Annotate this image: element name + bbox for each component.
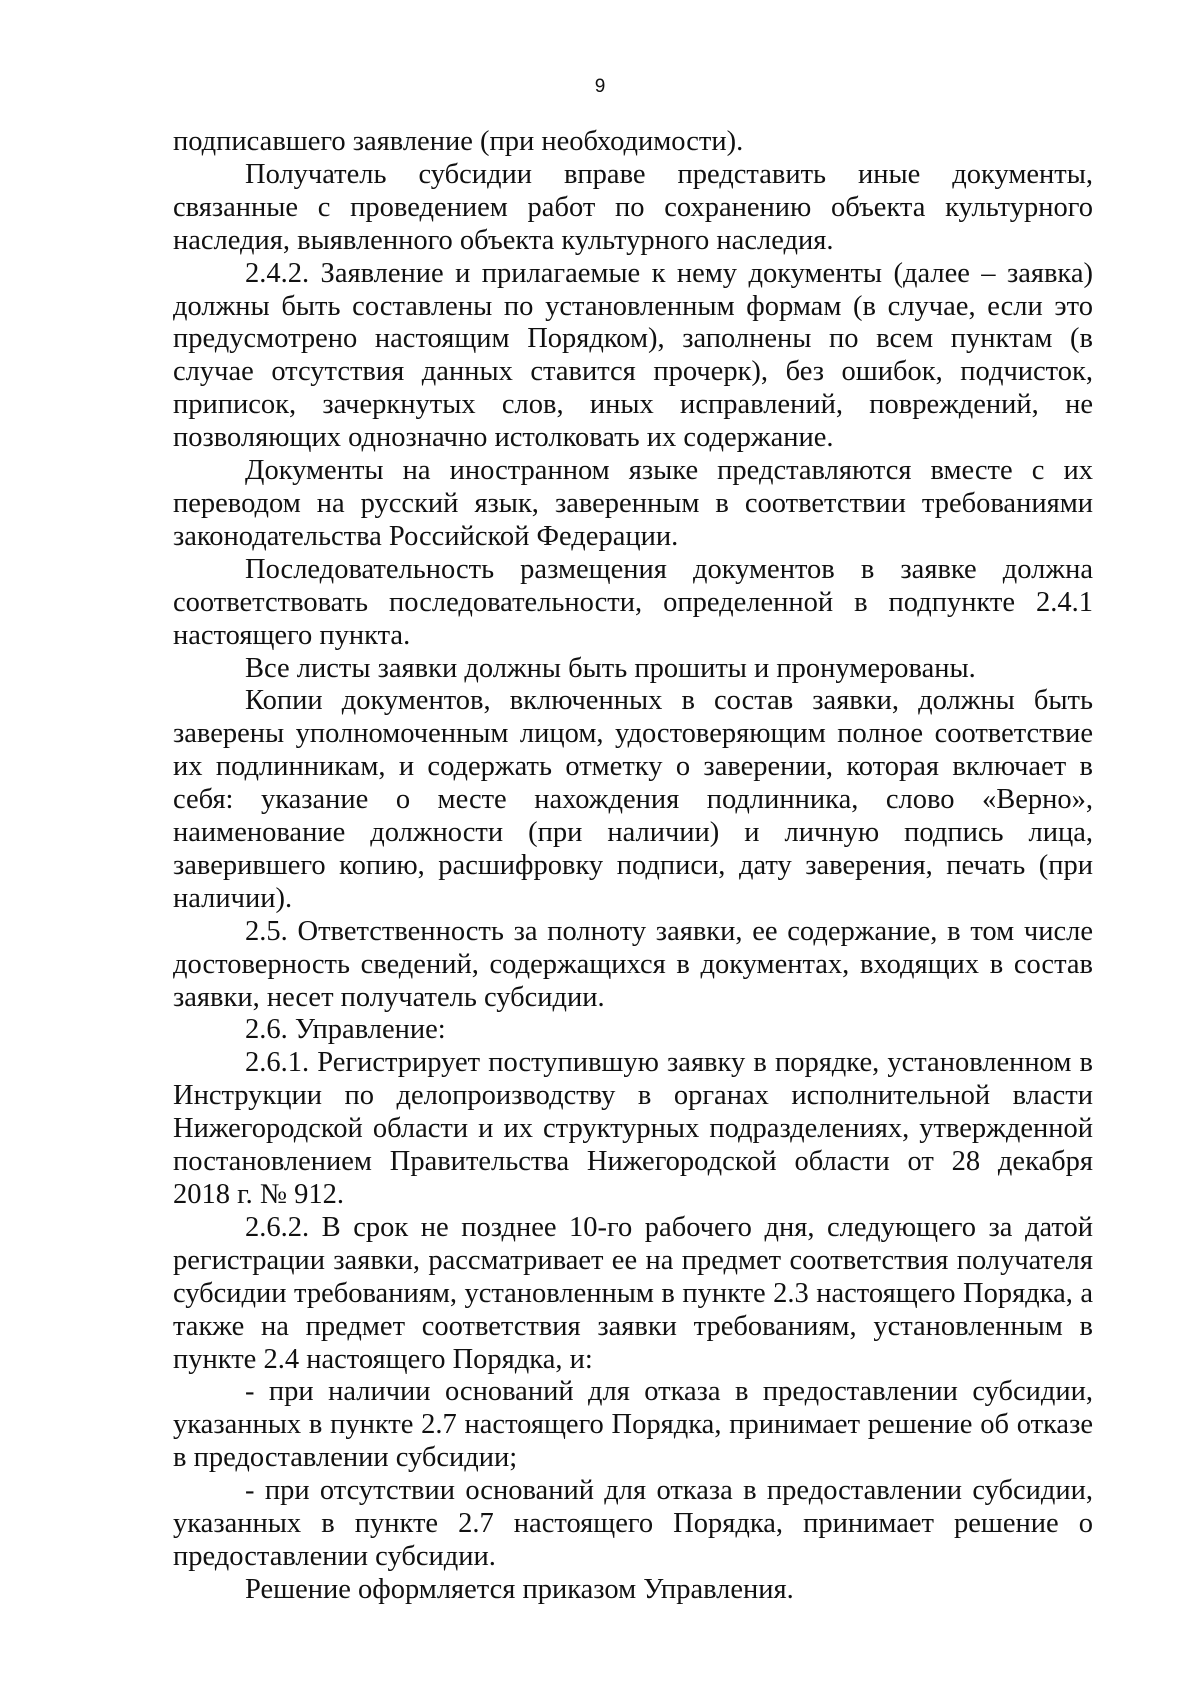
paragraph: 2.6.1. Регистрирует поступившую заявку в порядке, установленном в Инструкции по делопроизводству в органах исполнительной власти Нижегородской области и их структурных подразделениях, утвержденной постановлением Правительства Нижегородской области от 28 декабря 2018 г. № 912. [173,1047,1093,1210]
paragraph: Все листы заявки должны быть прошиты и пронумерованы. [245,652,976,684]
paragraph: Получатель субсидии вправе представить иные документы, связанные с проведением работ по сохранению объекта культурного наследия, выявленного объекта культурного наследия. [173,158,1093,256]
paragraph: подписавшего заявление (при необходимости). [173,126,744,157]
paragraph: Решение оформляется приказом Управления. [245,1573,794,1605]
paragraph: Документы на иностранном языке представляются вместе с их переводом на русский язык, заверенным в соответствии требованиями законодательства Российской Федерации. [173,455,1093,552]
paragraph: 2.6.2. В срок не позднее 10-го рабочего дня, следующего за датой регистрации заявки, рассматривает ее на предмет соответствия получателя субсидии требованиям, установленным в пункте 2.3 настоящего Порядка, а также на предмет соответствия заявки требованиям, установленным в пункте 2.4 настоящего Порядка, и: [173,1211,1093,1375]
paragraph: Последовательность размещения документов в заявке должна соответствовать последовательности, определенной в подпункте 2.4.1 настоящего пункта. [173,553,1093,651]
paragraph: 2.5. Ответственность за полноту заявки, ее содержание, в том числе достоверность сведений, содержащихся в документах, входящих в состав заявки, несет получатель субсидии. [173,915,1093,1013]
list-item: - при отсутствии оснований для отказа в предоставлении субсидии, указанных в пункте 2.7 настоящего Порядка, принимает решение о предоставлении субсидии. [173,1475,1093,1572]
document-body [173,126,1093,1607]
paragraph: 2.6. Управление: [245,1014,446,1046]
paragraph: 2.4.2. Заявление и прилагаемые к нему документы (далее – заявка) должны быть составлены по установленным формам (в случае, если это предусмотрено настоящим Порядком), заполнены по всем пунктам (в случае отсутствия данных ставится прочерк), без ошибок, подчисток, приписок, зачеркнутых слов, иных исправлений, повреждений, не позволяющих однозначно истолковать их содержание. [173,257,1093,454]
paragraph: Копии документов, включенных в состав заявки, должны быть заверены уполномоченным лицом, удостоверяющим полное соответствие их подлинникам, и содержать отметку о заверении, которая включает в себя: указание о месте нахождения подлинника, слово «Верно», наименование должности (при наличии) и личную подпись лица, заверившего копию, расшифровку подписи, дату заверения, печать (при наличии). [173,685,1093,914]
list-item: - при наличии оснований для отказа в предоставлении субсидии, указанных в пункте 2.7 настоящего Порядка, принимает решение об отказе в предоставлении субсидии; [173,1376,1093,1474]
page-number: 9 [594,76,606,97]
